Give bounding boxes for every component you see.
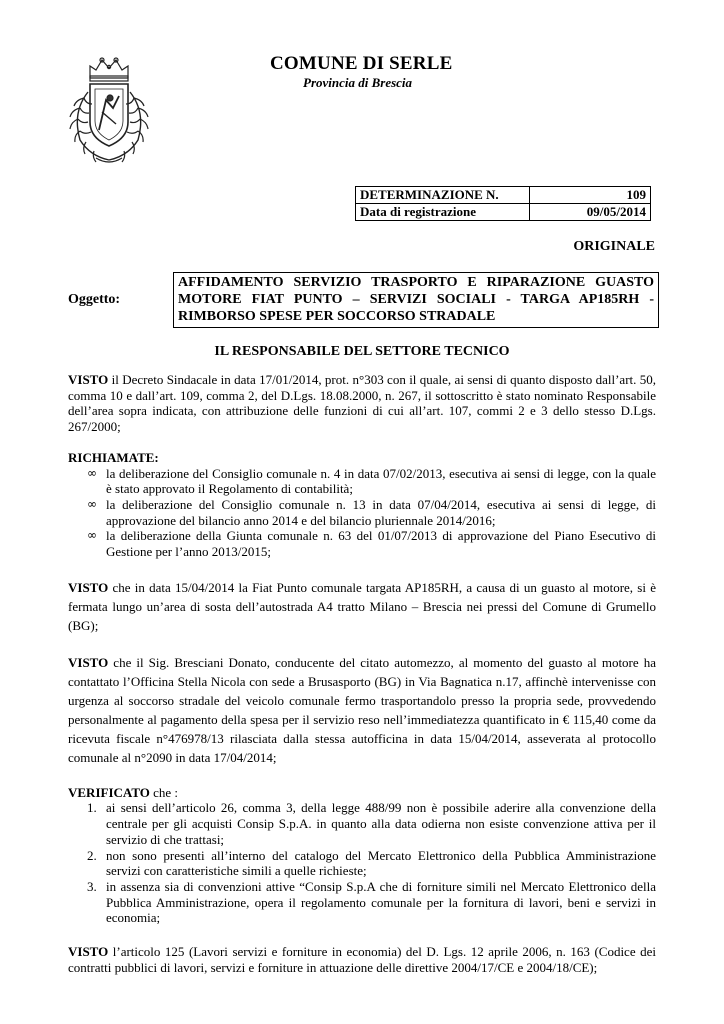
paragraph-visto-soccorso xyxy=(68,653,656,767)
list-item-text: la deliberazione del Consiglio comunale n. 13 in data 07/04/2014, esecutiva ai sensi di legge, di approvazione del bilancio anno 2014 e del bilancio pluriennale 2014/2016; xyxy=(106,496,656,528)
verificato-text: che : xyxy=(149,784,179,800)
verificato-label: VERIFICATO xyxy=(68,784,150,800)
table-row xyxy=(356,204,651,221)
document-status: ORIGINALE xyxy=(573,239,655,254)
province-subtitle: Provincia di Brescia xyxy=(303,75,413,90)
registration-table xyxy=(355,186,651,221)
infinity-bullet-icon: ∞ xyxy=(87,496,97,511)
list-item-text: la deliberazione del Consiglio comunale n. 4 in data 07/02/2013, esecutiva ai sensi di legge, con la quale è stato approvato il Regolamento di contabilità; xyxy=(106,465,656,497)
list-item xyxy=(68,497,656,528)
list-item xyxy=(68,800,656,847)
document-body xyxy=(68,372,656,993)
infinity-bullet-icon: ∞ xyxy=(87,528,97,543)
subject-label: Oggetto: xyxy=(68,292,121,307)
paragraph-visto-articolo xyxy=(68,944,656,975)
paragraph-label: VISTO xyxy=(68,944,109,960)
verificato-list xyxy=(68,800,656,926)
paragraph-label: VISTO xyxy=(68,654,109,670)
municipality-title: COMUNE DI SERLE xyxy=(270,53,453,74)
paragraph-label: VISTO xyxy=(68,372,109,387)
list-item xyxy=(68,528,656,559)
list-item xyxy=(68,848,656,879)
list-item-text: non sono presenti all’interno del catalogo del Mercato Elettronico della Pubblica Amministrazione servizi con caratteristiche simili a quelle richieste; xyxy=(106,847,656,879)
list-item xyxy=(68,466,656,497)
paragraph-text: che il Sig. Bresciani Donato, conducente del citato automezzo, al momento del guasto al motore ha contattato l’Officina Stella Nicola con sede a Brusasporto (BG) in Via Bagnatica n.17, affinchè intervenisse con urgenza al soccorso stradale del veicolo comunale fermo trasportandolo presso la propria sede, provvedendo personalmente al pagamento della spesa per il servizio reso nell’immediatezza quantificato in € 115,40 come da ricevuta fiscale n°476978/13 rilasciata dalla stessa autofficina in data 15/04/2014, asseverata al protocollo comunale al n°2090 in data 17/04/2014; xyxy=(68,654,656,765)
list-number: 1. xyxy=(87,800,97,816)
registration-date-label: Data di registrazione xyxy=(356,204,530,221)
paragraph-text: che in data 15/04/2014 la Fiat Punto comunale targata AP185RH, a causa di un guasto al motore, si è fermata lungo un’area di sosta dell’autostrada A4 tratto Milano – Brescia nei pressi del Comune di Grumello (BG); xyxy=(68,579,656,633)
paragraph-visto-decreto xyxy=(68,372,656,435)
paragraph-text: il Decreto Sindacale in data 17/01/2014, prot. n°303 con il quale, ai sensi di quanto disposto dall’art. 50, comma 10 e dall’art. 109, comma 2, del D.Lgs. 18.08.2000, n. 267, il sottoscritto è stato nominato Responsabile dell’area sopra indicata, con attribuzione delle funzioni di cui all’art. 107, commi 2 e 3 dello stesso D.Lgs. 267/2000; xyxy=(68,372,656,435)
verificato-heading xyxy=(68,785,656,801)
determination-number-value: 109 xyxy=(530,187,651,204)
paragraph-visto-guasto xyxy=(68,578,656,635)
section-heading: IL RESPONSABILE DEL SETTORE TECNICO xyxy=(214,344,510,359)
table-row xyxy=(356,187,651,204)
paragraph-label: VISTO xyxy=(68,579,109,595)
richiamate-label: RICHIAMATE: xyxy=(68,449,159,465)
richiamate-list xyxy=(68,466,656,560)
list-item xyxy=(68,879,656,926)
list-number: 2. xyxy=(87,847,97,863)
registration-date-value: 09/05/2014 xyxy=(530,204,651,221)
determination-number-label: DETERMINAZIONE N. xyxy=(356,187,530,204)
coat-of-arms-icon xyxy=(66,52,152,168)
list-item-text: ai sensi dell’articolo 26, comma 3, della legge 488/99 non è possibile aderire alla convenzione della centrale per gli acquisti Consip S.p.A. in quanto alla data odierna non esiste convenzione attiva per il servizio di che trattasi; xyxy=(106,800,656,847)
list-number: 3. xyxy=(87,878,97,894)
list-item-text: la deliberazione della Giunta comunale n. 63 del 01/07/2013 di approvazione del Piano Esecutivo di Gestione per l’anno 2013/2015; xyxy=(106,528,656,560)
list-item-text: in assenza sia di convenzioni attive “Consip S.p.A che di forniture simili nel Mercato Elettronico della Pubblica Amministrazione, opera il regolamento comunale per la fornitura di lavori, beni e servizi in economia; xyxy=(106,878,656,926)
infinity-bullet-icon: ∞ xyxy=(87,465,97,480)
subject-box: AFFIDAMENTO SERVIZIO TRASPORTO E RIPARAZIONE GUASTO MOTORE FIAT PUNTO – SERVIZI SOCIALI - TARGA AP185RH - RIMBORSO SPESE PER SOCCORSO STRADALE xyxy=(173,272,659,328)
paragraph-text: l’articolo 125 (Lavori servizi e forniture in economia) del D. Lgs. 12 aprile 2006, n. 163 (Codice dei contratti pubblici di lavori, servizi e forniture in attuazione delle direttive 2004/17/CE e 2004/18/CE); xyxy=(68,944,656,975)
